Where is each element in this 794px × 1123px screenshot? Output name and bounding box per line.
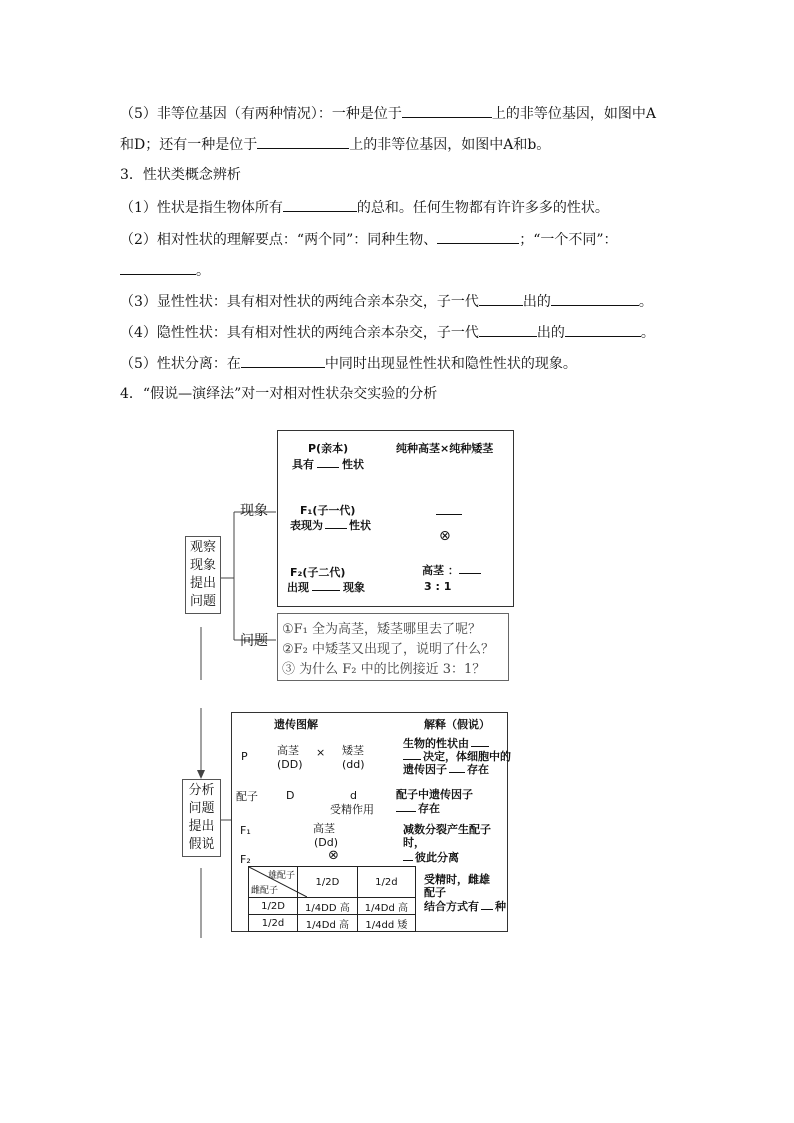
column-header: 1/2d <box>357 867 415 898</box>
explain-4b: 配子 <box>424 886 446 899</box>
row-header: 1/2D <box>249 898 298 915</box>
question-1: ①F₁ 全为高茎，矮茎哪里去了呢？ <box>282 622 482 637</box>
punnett-table <box>248 866 416 932</box>
gamete-d: d <box>350 789 357 802</box>
f2-title: F₂(子二代) <box>290 566 346 579</box>
tall-parent: 高茎 <box>277 744 299 757</box>
cross-text: 纯种高茎×纯种矮茎 <box>396 442 494 455</box>
explain-3b: 时， <box>403 836 425 849</box>
blank[interactable] <box>396 801 416 812</box>
f1-show: 表现为 性状 <box>290 519 371 532</box>
explain-3a: 减数分裂产生配子 <box>403 823 491 836</box>
explain-1c: 遗传因子 存在 <box>403 763 489 776</box>
f1-tall: 高茎 <box>313 822 335 835</box>
blank[interactable] <box>471 736 489 747</box>
p-title: P(亲本) <box>308 442 349 455</box>
explain-4c: 结合方式有 种 <box>424 900 506 913</box>
dd-genotype: (DD) <box>277 758 303 771</box>
explain-3c: 彼此分离 <box>403 850 459 864</box>
f1-genotype: (Dd) <box>314 836 339 849</box>
selfing-icon: ⊗ <box>328 848 339 863</box>
explain-2a: 配子中遗传因子 <box>396 788 473 801</box>
section-3-heading: 3．性状类概念辨析 <box>120 167 241 183</box>
gamete-label: 配子 <box>236 790 258 803</box>
p-label: P <box>241 750 248 763</box>
blank[interactable] <box>325 518 347 529</box>
p-have: 具有 性状 <box>292 458 364 471</box>
explanation-title: 解释（假说） <box>424 718 490 731</box>
section-4-heading: 4．“假说—演绎法”对一对相对性状杂交实验的分析 <box>120 386 438 402</box>
arrow-icon <box>197 770 205 779</box>
dd-low-genotype: (dd) <box>342 758 365 771</box>
f1-label: F₁ <box>240 824 251 837</box>
f2-show: 出现 现象 <box>287 581 365 594</box>
table-cell: 1/4Dd 高 <box>298 915 358 932</box>
selfing-icon: ⊗ <box>439 528 451 544</box>
observe-question-box: 观察 现象 提出 问题 <box>185 536 221 614</box>
question-label: 问题 <box>240 633 268 649</box>
table-header-row <box>249 867 416 898</box>
column-header: 1/2D <box>298 867 358 898</box>
blank[interactable] <box>403 850 413 861</box>
blank[interactable] <box>312 580 340 591</box>
question-2: ②F₂ 中矮茎又出现了，说明了什么？ <box>282 642 495 657</box>
short-parent: 矮茎 <box>342 744 364 757</box>
f1-blank[interactable] <box>436 504 462 515</box>
explain-1b: 决定，体细胞中的 <box>403 749 511 763</box>
genetic-diagram-title: 遗传图解 <box>274 718 318 731</box>
ratio: 3 : 1 <box>424 580 452 593</box>
line-nonallelic-2: 和D；还有一种是位于 上的非等位基因，如图中A和b。 <box>120 134 550 155</box>
blank[interactable] <box>317 457 339 468</box>
table-row <box>249 915 416 932</box>
f2-label: F₂ <box>240 853 251 866</box>
table-cell: 1/4Dd 高 <box>357 898 415 915</box>
line-recessive: （4）隐性性状：具有相对性状的两纯合亲本杂交，子一代 出的 。 <box>120 322 655 343</box>
explain-2b: 存在 <box>396 801 440 815</box>
table-cell: 1/4dd 矮 <box>357 915 415 932</box>
line-segregation: （5）性状分离：在 中同时出现显性性状和隐性性状的现象。 <box>120 353 577 374</box>
line-relative-trait: （2）相对性状的理解要点：“两个同”：同种生物、 ；“一个不同”： <box>120 229 618 250</box>
line-trait: （1）性状是指生物体所有 的总和。任何生物都有许许多多的性状。 <box>120 197 609 218</box>
fertilization: 受精作用 <box>330 803 374 816</box>
blank[interactable] <box>449 762 465 773</box>
f1-title: F₁(子一代) <box>300 504 356 517</box>
question-3: ③ 为什么 F₂ 中的比例接近 3：1？ <box>282 662 486 677</box>
blank[interactable] <box>403 749 421 760</box>
analyze-hypothesis-box: 分析 问题 提出 假说 <box>182 779 221 857</box>
blank[interactable] <box>459 563 481 574</box>
f2-tall: 高茎 ： <box>422 563 481 577</box>
line-relative-trait-2: 。 <box>120 260 210 281</box>
table-corner-cell: 雄配子 雌配子 <box>249 867 298 898</box>
line-dominant: （3）显性性状：具有相对性状的两纯合亲本杂交，子一代 出的 。 <box>120 291 653 312</box>
gamete-D: D <box>286 789 295 802</box>
line-nonallelic: （5）非等位基因（有两种情况）：一种是位于 上的非等位基因，如图中A <box>120 103 656 124</box>
phenomenon-label: 现象 <box>240 503 268 519</box>
cross-sign: × <box>316 746 326 759</box>
table-row <box>249 898 416 915</box>
explain-4a: 受精时，雌雄 <box>424 873 490 886</box>
blank[interactable] <box>481 899 493 910</box>
explain-1a: 生物的性状由 <box>403 736 489 750</box>
row-header: 1/2d <box>249 915 298 932</box>
table-cell: 1/4DD 高 <box>298 898 358 915</box>
